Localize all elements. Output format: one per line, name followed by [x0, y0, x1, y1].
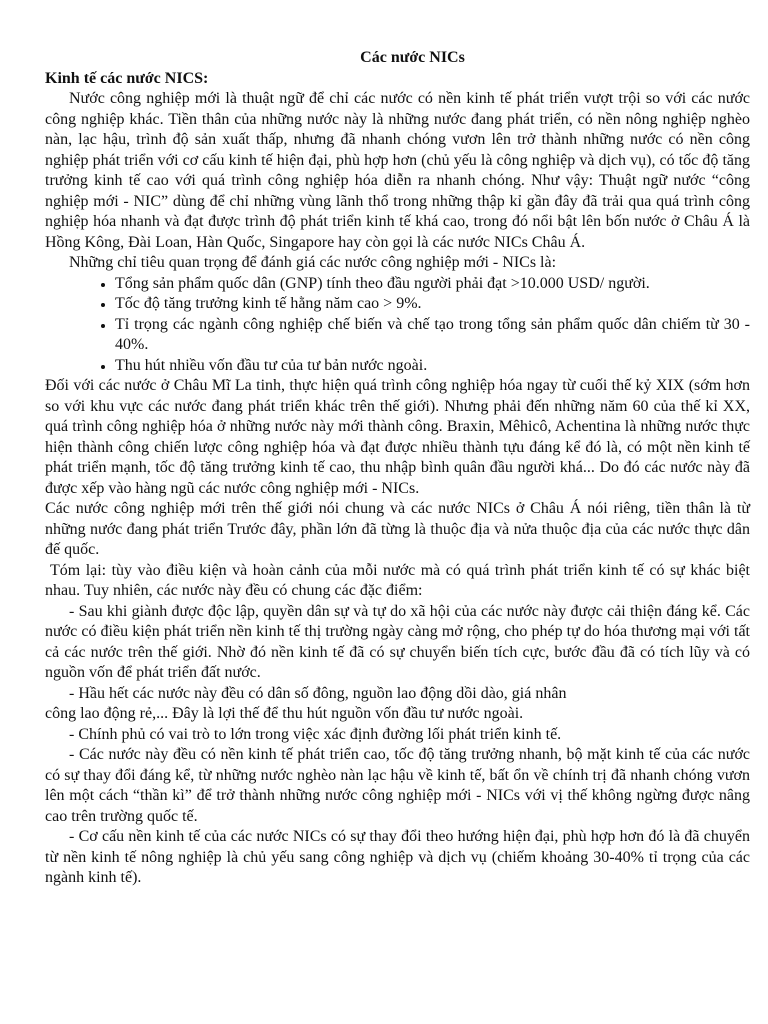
document-title: Các nước NICs	[360, 49, 465, 66]
criteria-item: • Tỉ trọng các ngành công nghiệp chế biến và chế tạo trong tổng sản phẩm quốc dân chiếm từ 30 - 40%.	[115, 315, 750, 356]
paragraph-latin-america: Đối với các nước ở Châu Mĩ La tinh, thực hiện quá trình công nghiệp hóa ngay từ cuối thế kỷ XIX (sớm hơn so với khu vực các nước đang phát triển khác trên thế giới). Nhưng phải đến những năm 60 của thế kỉ XX, quá trình công nghiệp hóa ở những nước này mới thành công. Braxin, Mêhicô, Achentina là những nước thực hiện thành công chiến lược công nghiệp hóa và đạt được nhiều thành tựu đáng kể đó là, có một nền kinh tế phát triển mạnh, tốc độ tăng trưởng kinh tế cao, thu nhập bình quân đầu người khá... Do đó các nước này đã được xếp vào hàng ngũ các nước công nghiệp mới - NICs.	[45, 377, 750, 497]
paragraph-summary: Tóm lại: tùy vào điều kiện và hoàn cảnh của mỗi nước mà có quá trình phát triển kinh tế có sự khác biệt nhau. Tuy nhiên, các nước này đều có chung các đặc điểm:	[45, 561, 750, 599]
criteria-list	[45, 274, 750, 377]
criteria-item: • Tốc độ tăng trưởng kinh tế hằng năm cao > 9%.	[115, 294, 750, 315]
point-growth: - Các nước này đều có nền kinh tế phát triển cao, tốc độ tăng trưởng nhanh, bộ mặt kinh tế của các nước có sự thay đổi đáng kể, từ những nước nghèo nàn lạc hậu về kinh tế, bất ổn về chính trị đã nhanh chóng vươn lên một cách “thần kì” để trở thành những nước công nghiệp mới - NICs với vị thế không ngừng được nâng cao trên trường quốc tế.	[45, 746, 750, 825]
criteria-item: • Thu hút nhiều vốn đầu tư của tư bản nước ngoài.	[115, 356, 750, 377]
point-structure: - Cơ cấu nền kinh tế của các nước NICs có sự thay đổi theo hướng hiện đại, phù hợp hơn đó là đã chuyển từ nền kinh tế nông nghiệp là chủ yếu sang công nghiệp và dịch vụ (chiếm khoảng 30-40% tỉ trọng của các ngành kinh tế).	[45, 828, 750, 886]
point-population-line1: - Hầu hết các nước này đều có dân số đông, nguồn lao động dồi dào, giá nhân	[69, 684, 567, 702]
paragraph-origins: Các nước công nghiệp mới trên thế giới nói chung và các nước NICs ở Châu Á nói riêng, tiền thân là từ những nước đang phát triển Trước đây, phần lớn đã từng là thuộc địa và nửa thuộc địa của các nước thực dân đế quốc.	[45, 500, 750, 558]
criteria-item: • Tổng sản phẩm quốc dân (GNP) tính theo đầu người phải đạt >10.000 USD/ người.	[115, 274, 750, 295]
point-government: - Chính phủ có vai trò to lớn trong việc xác định đường lối phát triển kinh tế.	[69, 725, 562, 743]
paragraph-definition: Nước công nghiệp mới là thuật ngữ để chỉ các nước có nền kinh tế phát triển vượt trội so với các nước công nghiệp khác. Tiền thân của những nước này là những nước đang phát triển, có nền nông nghiệp nghèo nàn, lạc hậu, trình độ sản xuất thấp, nhưng đã nhanh chóng vươn lên trở thành những nước có nền công nghiệp phát triển với cơ cấu kinh tế hiện đại, phù hợp hơn (chủ yếu là công nghiệp và dịch vụ), có tốc độ tăng trưởng kinh tế cao với quá trình công nghiệp hóa diễn ra nhanh chóng. Như vậy: Thuật ngữ nước “công nghiệp mới - NIC” dùng để chỉ những vùng lãnh thổ trong những thập kỉ gần đây đã trải qua quá trình công nghiệp hóa nhanh và đạt được trình độ phát triển kinh tế khá cao, trong đó nổi bật lên bốn nước ở Châu Á là Hồng Kông, Đài Loan, Hàn Quốc, Singapore hay còn gọi là các nước NICs Châu Á.	[45, 90, 750, 251]
criteria-intro: Những chỉ tiêu quan trọng để đánh giá các nước công nghiệp mới - NICs là:	[69, 254, 557, 271]
point-population-line2: công lao động rẻ,... Đây là lợi thế để thu hút nguồn vốn đầu tư nước ngoài.	[45, 705, 524, 722]
point-independence: - Sau khi giành được độc lập, quyền dân sự và tự do xã hội của các nước này được cải thiện đáng kể. Các nước có điều kiện phát triển nền kinh tế thị trường ngày càng mở rộng, cho phép tự do hóa thương mại với tất cả các nước trên thế giới. Nhờ đó nền kinh tế đã có sự chuyển biến tích cực, bước đầu đã có tích lũy và có nguồn vốn để phát triển đất nước.	[45, 602, 750, 681]
section-heading: Kinh tế các nước NICS:	[45, 69, 209, 87]
